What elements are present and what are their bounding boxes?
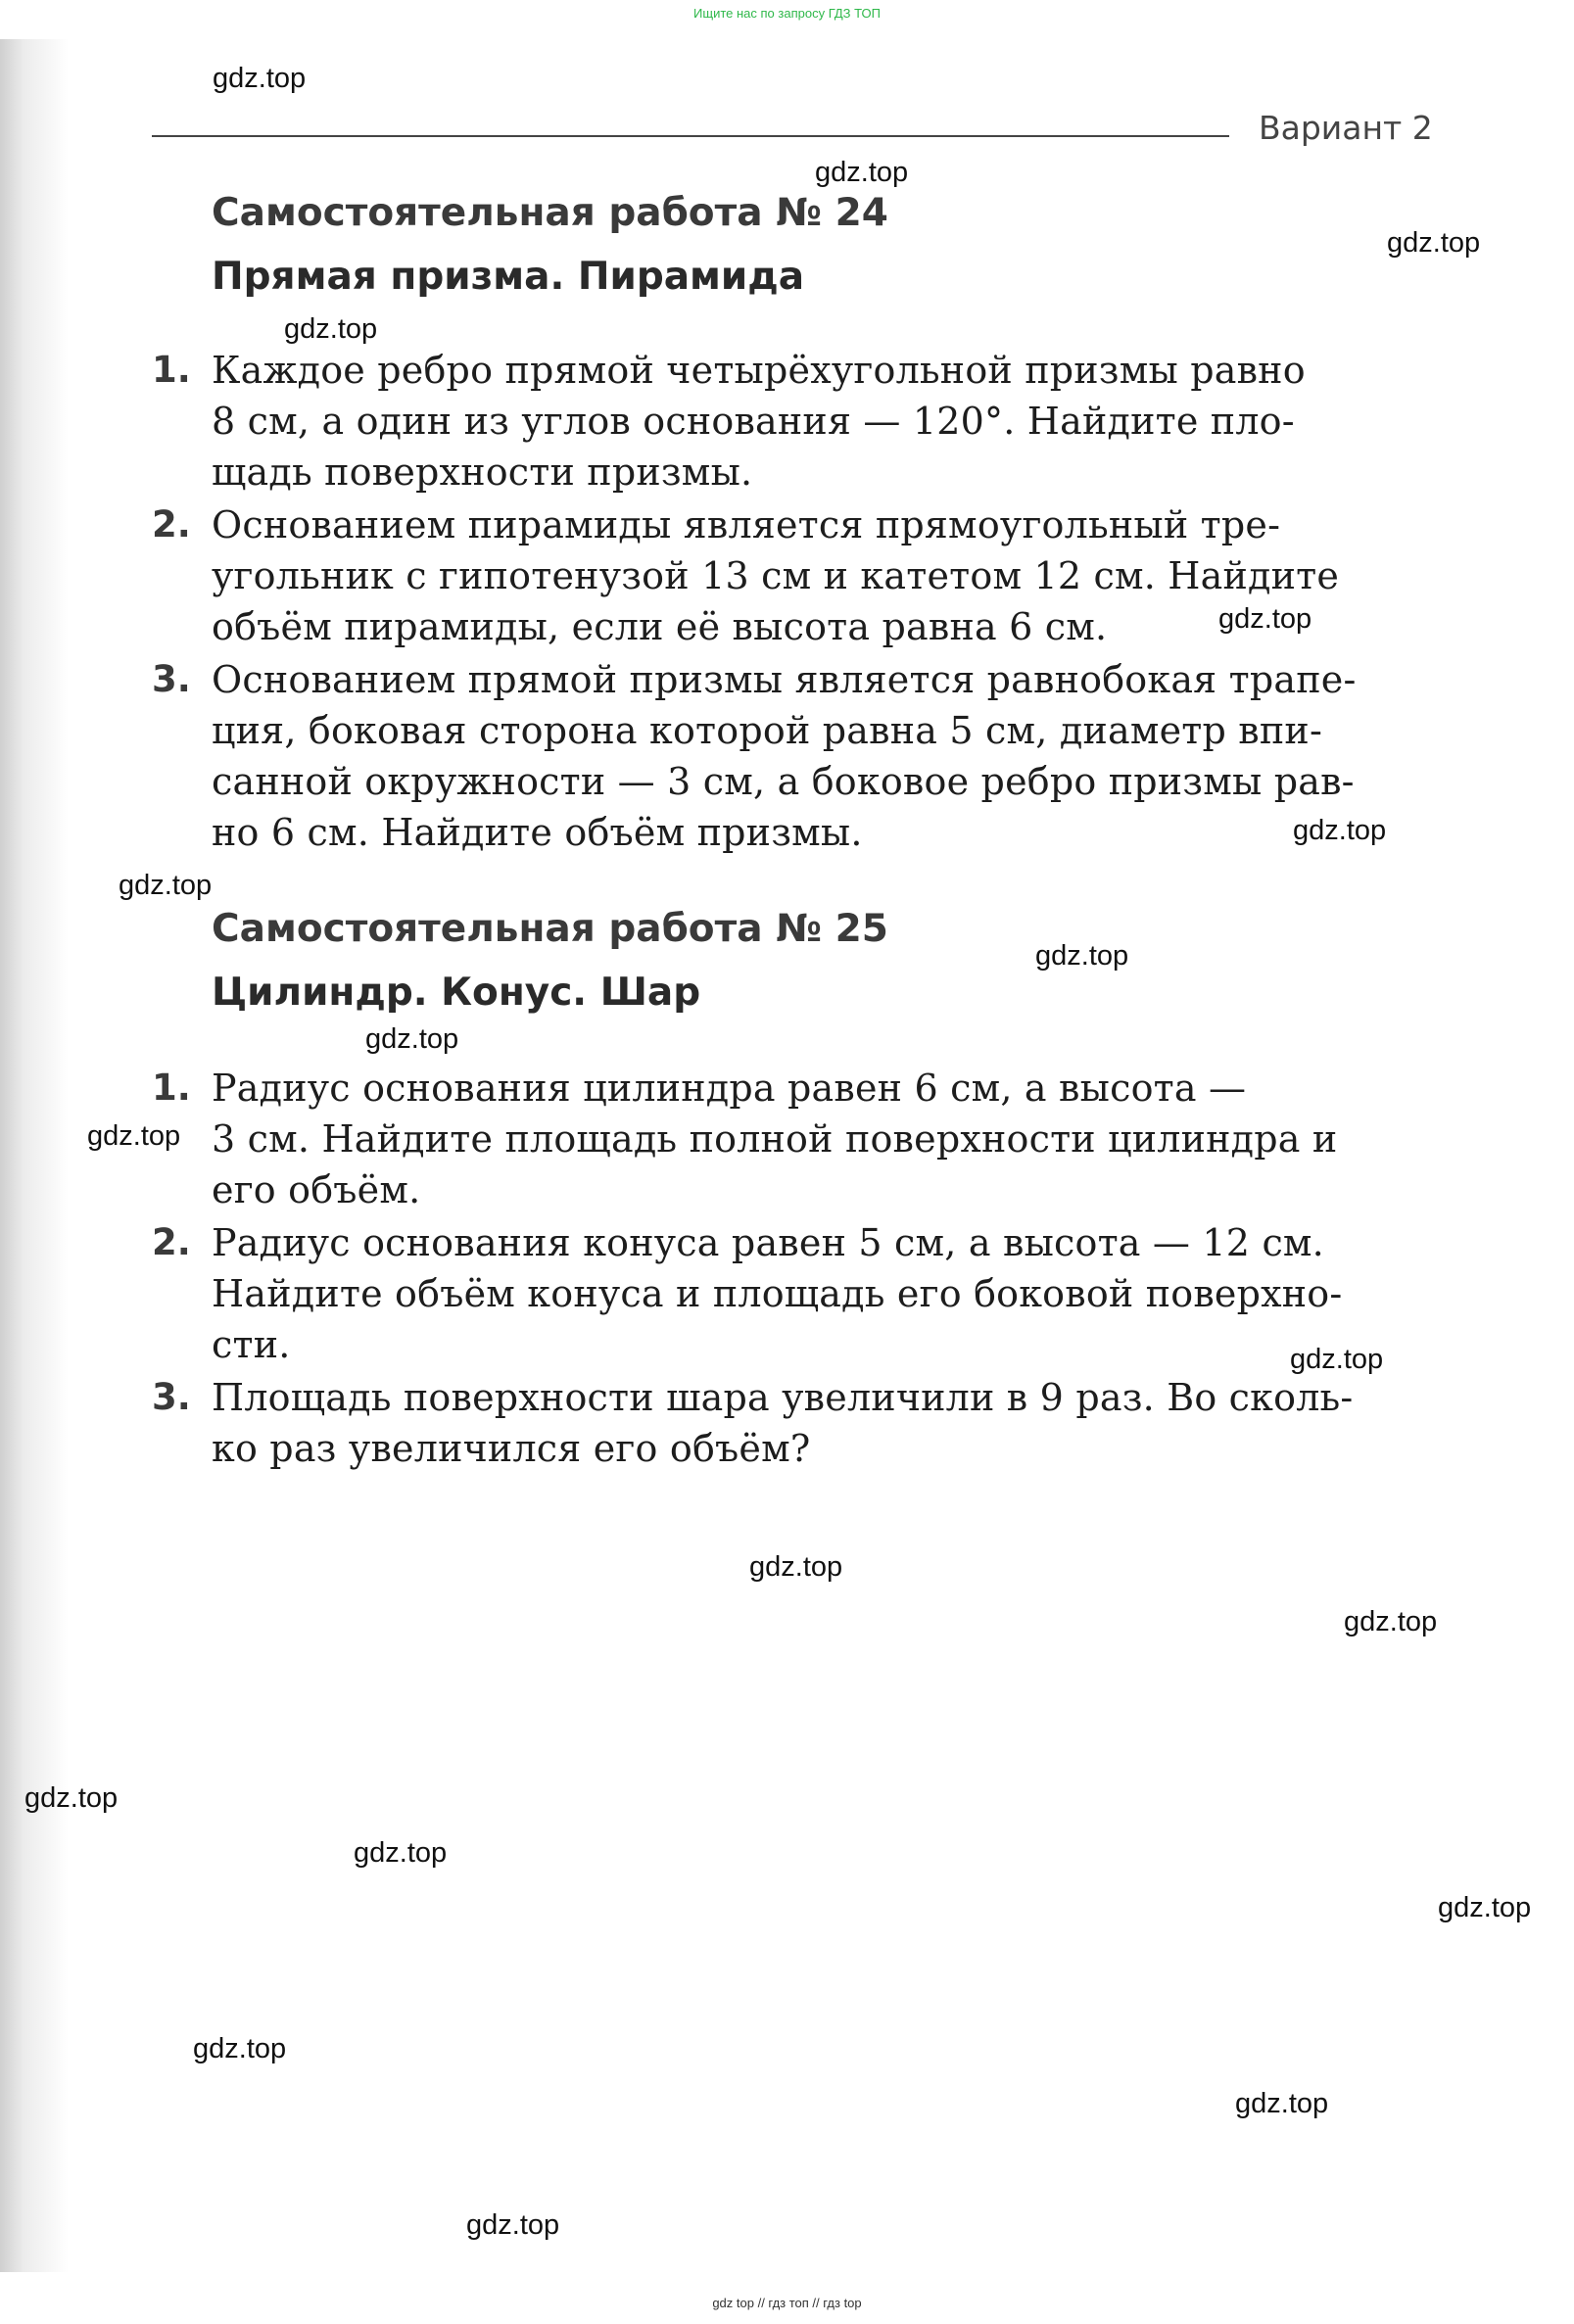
- watermark: gdz.top: [354, 1837, 448, 1869]
- section-24-subtitle: Прямая призма. Пирамида: [212, 255, 805, 299]
- watermark: gdz.top: [193, 2033, 287, 2064]
- watermark: gdz.top: [1438, 1892, 1532, 1923]
- watermark: gdz.top: [1344, 1606, 1438, 1637]
- problem-line: его объём.: [212, 1168, 421, 1211]
- watermark: gdz.top: [815, 157, 909, 188]
- top-banner: Ищите нас по запросу ГДЗ ТОП: [693, 6, 881, 21]
- problem-line: Основанием пирамиды является прямоугольный тре-: [212, 503, 1281, 546]
- problem-number: 3.: [152, 1376, 191, 1418]
- problem-line: Радиус основания цилиндра равен 6 см, а высота —: [212, 1067, 1247, 1110]
- bottom-banner: gdz top // гдз топ // гдз top: [712, 2296, 862, 2310]
- problem-line: Найдите объём конуса и площадь его боковой поверхно-: [212, 1272, 1343, 1315]
- problem-line: ция, боковая сторона которой равна 5 см, диаметр впи-: [212, 709, 1322, 752]
- problem-line: объём пирамиды, если её высота равна 6 см.: [212, 605, 1108, 648]
- watermark: gdz.top: [119, 870, 213, 901]
- page-edge-shadow: [0, 39, 69, 2272]
- watermark: gdz.top: [466, 2209, 560, 2241]
- watermark: gdz.top: [1290, 1344, 1384, 1375]
- problem-number: 2.: [152, 1221, 191, 1263]
- problem-number: 1.: [152, 1067, 191, 1109]
- problem-line: санной окружности — 3 см, а боковое ребро призмы рав-: [212, 760, 1355, 803]
- header-rule: [152, 135, 1229, 137]
- problem-line: 3 см. Найдите площадь полной поверхности цилиндра и: [212, 1117, 1338, 1161]
- problem-line: щадь поверхности призмы.: [212, 451, 753, 494]
- problem-number: 1.: [152, 349, 191, 391]
- watermark: gdz.top: [213, 63, 307, 94]
- problem-line: Основанием прямой призмы является равнобокая трапе-: [212, 658, 1357, 701]
- variant-label: Вариант 2: [1259, 109, 1433, 147]
- watermark: gdz.top: [749, 1551, 843, 1583]
- watermark: gdz.top: [1218, 603, 1312, 635]
- watermark: gdz.top: [1035, 940, 1129, 972]
- problem-line: Радиус основания конуса равен 5 см, а высота — 12 см.: [212, 1221, 1324, 1264]
- watermark: gdz.top: [284, 313, 378, 345]
- problem-line: сти.: [212, 1323, 291, 1366]
- watermark: gdz.top: [365, 1023, 459, 1055]
- watermark: gdz.top: [87, 1120, 181, 1152]
- watermark: gdz.top: [1293, 815, 1387, 846]
- problem-line: Площадь поверхности шара увеличили в 9 раз. Во сколь-: [212, 1376, 1354, 1419]
- section-25-subtitle: Цилиндр. Конус. Шар: [212, 971, 701, 1015]
- section-25-title: Самостоятельная работа № 25: [212, 907, 888, 951]
- watermark: gdz.top: [1235, 2088, 1329, 2119]
- watermark: gdz.top: [24, 1782, 119, 1814]
- problem-line: угольник с гипотенузой 13 см и катетом 12 см. Найдите: [212, 554, 1340, 597]
- watermark: gdz.top: [1387, 227, 1481, 259]
- problem-line: ко раз увеличился его объём?: [212, 1427, 811, 1470]
- problem-number: 2.: [152, 503, 191, 545]
- problem-line: но 6 см. Найдите объём призмы.: [212, 811, 863, 854]
- section-24-title: Самостоятельная работа № 24: [212, 191, 888, 235]
- problem-number: 3.: [152, 658, 191, 700]
- problem-line: 8 см, а один из углов основания — 120°. Найдите пло-: [212, 400, 1295, 443]
- problem-line: Каждое ребро прямой четырёхугольной призмы равно: [212, 349, 1306, 392]
